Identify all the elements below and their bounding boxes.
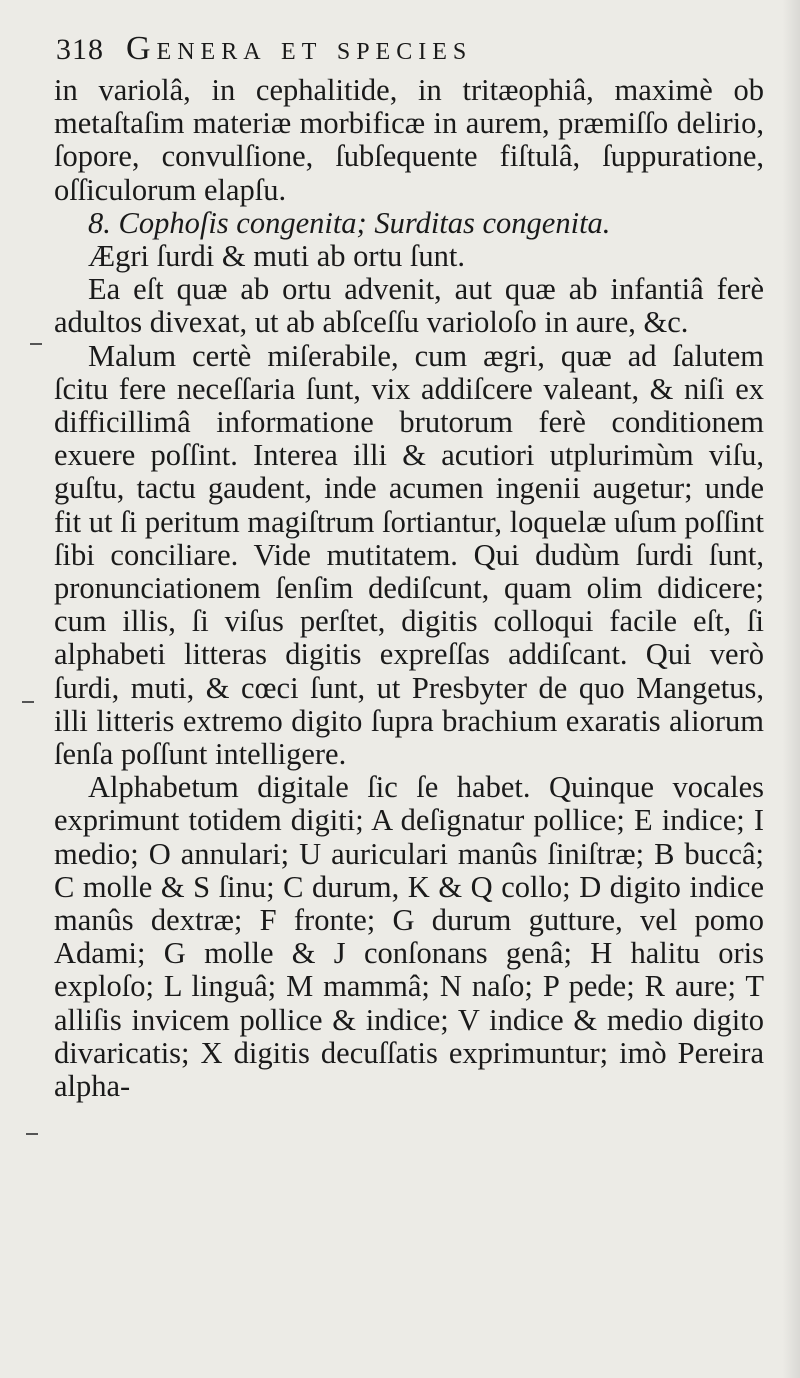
margin-mark (30, 343, 42, 345)
paragraph-malum: Malum certè miſerabile, cum ægri, quæ ad ſalutem ſcitu fere neceſſaria ſunt, vix addiſcere valeant, & niſi ex difficillimâ informatione brutorum ferè conditionem exuere poſſint. Interea illi & acutiori utplurimùm viſu, guſtu, tactu gaudent, inde acumen ingenii augetur; unde fit ut ſi peritum magiſtrum ſortiantur, loquelæ uſum poſſint ſibi conciliare. Vide mutitatem. Qui dudùm ſurdi ſunt, pronunciationem ſenſim dediſcunt, quam olim didicere; cum illis, ſi viſus perſtet, digitis colloqui facile eſt, ſi alphabeti litteras digitis expreſſas addiſcant. Qui verò ſurdi, muti, & cœci ſunt, ut Presbyter de quo Mangetus, illi litteris extremo digito ſupra brachium exaratis aliorum ſenſa poſſunt intelligere. (54, 338, 764, 772)
paragraph-origin: Ea eſt quæ ab ortu advenit, aut quæ ab infantiâ ferè adultos divexat, ut ab abſceſſu varioloſo in aure, &c. (54, 272, 764, 340)
paragraph-definition: Ægri ſurdi & muti ab ortu ſunt. (88, 239, 465, 274)
section-heading: 8. Cophoſis congenita; Surditas congenita. (88, 205, 611, 240)
margin-mark (26, 1133, 38, 1135)
body-text (54, 74, 764, 1103)
running-head: Genera et species (126, 30, 473, 67)
margin-mark (22, 701, 34, 703)
page-number: 318 (56, 33, 104, 66)
paragraph-continuation: in variolâ, in cephalitide, in tritæophiâ, maximè ob metaſtaſim materiæ morbificæ in aurem, præmiſſo delirio, ſopore, convulſione, ſubſequente fiſtulâ, ſuppuratione, oſſiculorum elapſu. (54, 73, 764, 207)
paragraph-alphabet: Alphabetum digitale ſic ſe habet. Quinque vocales exprimunt totidem digiti; A deſignatur pollice; E indice; I medio; O annulari; U auriculari manûs ſiniſtræ; B buccâ; C molle & S ſinu; C durum, K & Q collo; D digito indice manûs dextræ; F fronte; G durum gutture, vel pomo Adami; G molle & J conſonans genâ; H halitu oris exploſo; L linguâ; M mammâ; N naſo; P pede; R aure; T alliſis invicem pollice & indice; V indice & medio digito divaricatis; X digitis decuſſatis exprimuntur; imò Pereira alpha- (54, 770, 764, 1104)
